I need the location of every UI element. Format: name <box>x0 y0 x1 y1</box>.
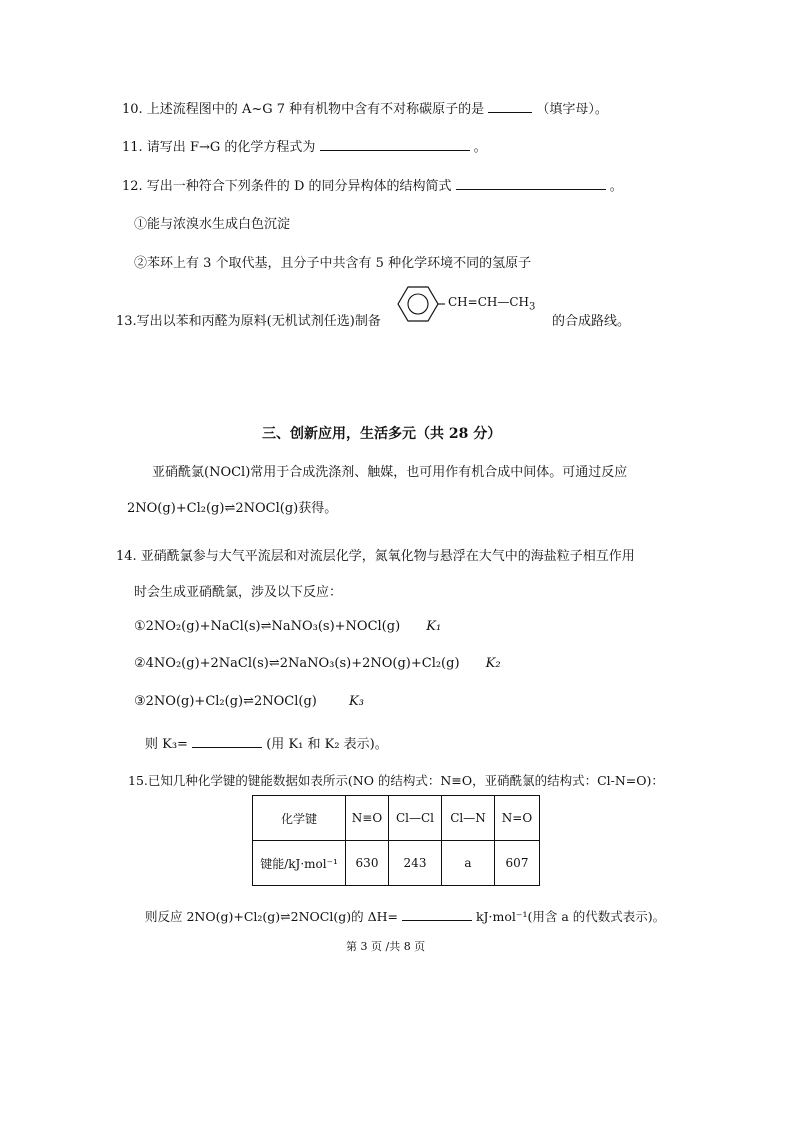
reaction-1 <box>134 619 441 634</box>
question-14-line-1: 14. 亚硝酰氯参与大气平流层和对流层化学，氮氧化物与悬浮在大气中的海盐粒子相互作用 <box>116 549 635 564</box>
q13-structure-chain <box>448 295 535 312</box>
table-row <box>253 841 540 886</box>
q10-suffix: （填字母）。 <box>536 102 608 117</box>
question-10 <box>122 98 608 117</box>
question-11 <box>122 136 487 155</box>
reaction-3-k: K₃ <box>349 694 364 709</box>
table-cell: 243 <box>389 841 442 886</box>
q12-condition-1: ①能与浓溴水生成白色沉淀 <box>134 217 291 232</box>
question-13-prefix: 13.写出以苯和丙醛为原料(无机试剂任选)制备 <box>116 314 381 329</box>
table-header-row <box>253 796 540 841</box>
q11-text: 11. 请写出 F→G 的化学方程式为 <box>122 140 316 155</box>
q12-answer-blank[interactable] <box>456 177 606 190</box>
q14-answer-suffix: (用 K₁ 和 K₂ 表示)。 <box>266 737 388 752</box>
reaction-3 <box>134 694 364 709</box>
question-13-suffix: 的合成路线。 <box>552 314 631 329</box>
structure-single-bond: — <box>497 295 510 309</box>
intro-line-2: 2NO(g)+Cl₂(g)⇌2NOCl(g)获得。 <box>127 501 338 516</box>
q15-answer-suffix: kJ·mol⁻¹(用含 a 的代数式表示)。 <box>475 909 666 924</box>
structure-ch-2: CH <box>477 295 498 309</box>
question-15-answer <box>145 907 665 925</box>
structure-methyl-subscript: 3 <box>529 301 536 313</box>
structure-ch-1: CH <box>448 295 468 309</box>
table-cell: 607 <box>495 841 540 886</box>
reaction-1-k: K₁ <box>426 619 442 634</box>
table-header-cell: Cl—N <box>442 796 495 841</box>
table-cell: 630 <box>346 841 389 886</box>
q11-suffix: 。 <box>473 140 487 155</box>
q15-answer-prefix: 则反应 2NO(g)+Cl₂(g)⇌2NOCl(g)的 ΔH= <box>145 909 398 924</box>
table-header-cell: 化学键 <box>253 796 346 841</box>
reaction-2-k: K₂ <box>485 656 501 671</box>
intro-line-1: 亚硝酰氯(NOCl)常用于合成洗涤剂、触媒，也可用作有机合成中间体。可通过反应 <box>152 465 628 480</box>
table-header-cell: N≡O <box>346 796 389 841</box>
table-row-label: 键能/kJ·mol⁻¹ <box>253 841 346 886</box>
question-14-answer <box>145 733 388 752</box>
reaction-2-equation: ②4NO₂(g)+2NaCl(s)⇌2NaNO₃(s)+2NO(g)+Cl₂(g) <box>134 656 460 671</box>
q11-answer-blank[interactable] <box>320 138 470 151</box>
q14-answer-prefix: 则 K₃= <box>145 737 188 752</box>
q10-text: 10. 上述流程图中的 A~G 7 种有机物中含有不对称碳原子的是 <box>122 102 485 117</box>
reaction-2 <box>134 656 501 671</box>
q15-answer-blank[interactable] <box>402 908 472 921</box>
structure-methyl: CH <box>509 295 530 309</box>
q10-answer-blank[interactable] <box>488 100 532 113</box>
page-number: 第 3 页 /共 8 页 <box>346 940 426 953</box>
q12-suffix: 。 <box>609 179 623 194</box>
q12-text: 12. 写出一种符合下列条件的 D 的同分异构体的结构简式 <box>122 179 452 194</box>
bond-energy-table <box>252 795 540 886</box>
reaction-1-equation: ①2NO₂(g)+NaCl(s)⇌NaNO₃(s)+NOCl(g) <box>134 619 401 634</box>
question-15: 15.已知几种化学键的键能数据如表所示(NO 的结构式：N≡O，亚硝酰氯的结构式：Cl-N=O)： <box>128 773 664 788</box>
q14-answer-blank[interactable] <box>192 735 262 748</box>
table-cell: a <box>442 841 495 886</box>
q12-condition-2: ②苯环上有 3 个取代基，且分子中共含有 5 种化学环境不同的氢原子 <box>134 256 532 271</box>
structure-double-bond: = <box>467 295 478 309</box>
section-3-title: 三、创新应用，生活多元（共 28 分） <box>262 426 502 442</box>
question-14-line-2: 时会生成亚硝酰氯，涉及以下反应： <box>134 585 343 600</box>
table-header-cell: N=O <box>495 796 540 841</box>
reaction-3-equation: ③2NO(g)+Cl₂(g)⇌2NOCl(g) <box>134 694 317 709</box>
table-header-cell: Cl—Cl <box>389 796 442 841</box>
question-12 <box>122 175 623 194</box>
